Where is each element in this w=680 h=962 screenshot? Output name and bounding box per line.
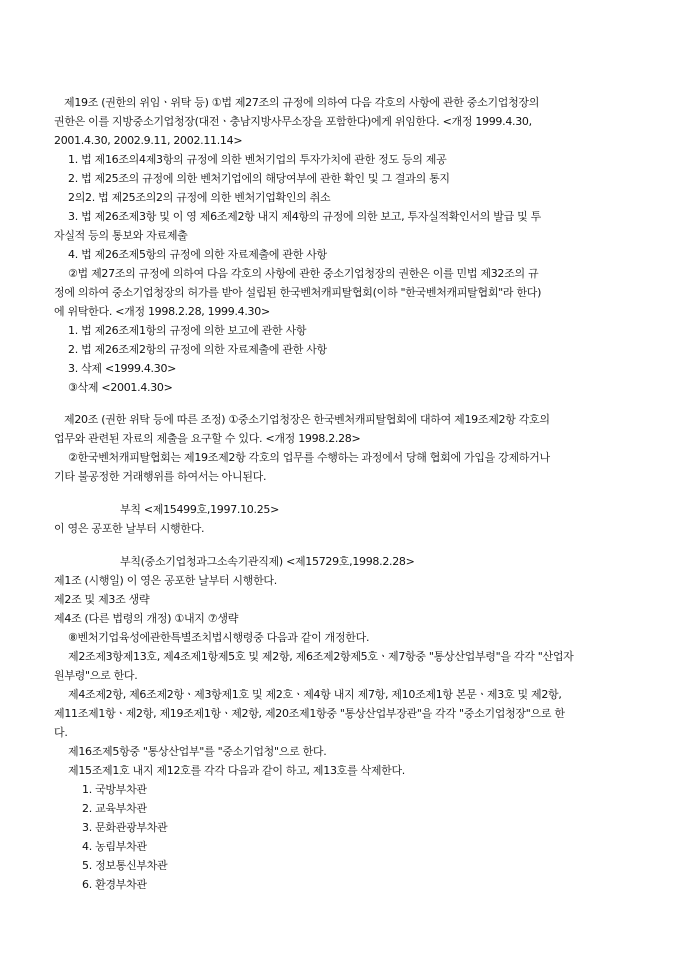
paragraph-line: ②법 제27조의 규정에 의하여 다음 각호의 사항에 관한 중소기업청장의 권한은 이를 민법 제32조의 규 [68,267,539,280]
list-item: 3. 법 제26조제3항 및 이 영 제6조제2항 내지 제4항의 규정에 의한 보고, 투자실적확인서의 발급 및 투 [68,210,541,223]
list-item: 6. 환경부차관 [82,878,147,891]
paragraph-line: 제2조제3항제13호, 제4조제1항제5호 및 제2항, 제6조제2항제5호ㆍ제7항중 "통상산업부령"을 각각 "산업자 [68,650,574,663]
text-line: 2001.4.30, 2002.9.11, 2002.11.14> [54,134,243,147]
text-line: 권한은 이를 지방중소기업청장(대전ㆍ충남지방사무소장을 포함한다)에게 위임한다. <개정 1999.4.30, [54,115,532,128]
text-line: 원부령"으로 한다. [54,669,138,682]
list-item: 3. 문화관광부차관 [82,821,168,834]
paragraph-line: ③삭제 <2001.4.30> [68,381,173,394]
paragraph-line: ⑧벤처기업육성에관한특별조치법시행령중 다음과 같이 개정한다. [68,631,370,644]
paragraph-line: 제15조제1호 내지 제12호를 각각 다음과 같이 하고, 제13호를 삭제한다. [68,764,406,777]
text-line: 이 영은 공포한 날부터 시행한다. [54,522,205,535]
text-line: 다. [54,726,68,739]
list-item: 2. 법 제26조제2항의 규정에 의한 자료제출에 관한 사항 [68,343,327,356]
list-item: 2의2. 법 제25조의2의 규정에 의한 벤처기업확인의 취소 [68,191,331,204]
paragraph-line: 제4조제2항, 제6조제2항ㆍ제3항제1호 및 제2호ㆍ제4항 내지 제7항, 제10조제1항 본문ㆍ제3호 및 제2항, [68,688,562,701]
article-19-heading-line: 제19조 (권한의 위임ㆍ위탁 등) ①법 제27조의 규정에 의하여 다음 각호의 사항에 관한 중소기업청장의 [64,96,540,109]
text-line: 제11조제1항ㆍ제2항, 제19조제1항ㆍ제2항, 제20조제1항중 "통상산업부장관"을 각각 "중소기업청장"으로 한 [54,707,565,720]
list-item: 2. 법 제25조의 규정에 의한 벤처기업에의 해당여부에 관한 확인 및 그 결과의 통지 [68,172,450,185]
text-line: 정에 의하여 중소기업청장의 허가를 받아 설립된 한국벤처캐피탈협회(이하 "한국벤처캐피탈협회"라 한다) [54,286,542,299]
list-item: 4. 농림부차관 [82,840,147,853]
article-20-heading-line: 제20조 (권한 위탁 등에 따른 조정) ①중소기업청장은 한국벤처캐피탈협회에 대하여 제19조제2항 각호의 [64,413,550,426]
addendum-heading: 부칙(중소기업청과그소속기관직제) <제15729호,1998.2.28> [120,555,415,568]
text-line: 기타 불공정한 거래행위를 하여서는 아니된다. [54,470,267,483]
text-line: 제1조 (시행일) 이 영은 공포한 날부터 시행한다. [54,574,277,587]
list-item: 4. 법 제26조제5항의 규정에 의한 자료제출에 관한 사항 [68,248,327,261]
list-item: 2. 교육부차관 [82,802,147,815]
list-item: 3. 삭제 <1999.4.30> [68,362,177,375]
list-item: 1. 국방부차관 [82,783,147,796]
text-line: 제4조 (다른 법령의 개정) ①내지 ⑦생략 [54,612,239,625]
text-line: 제2조 및 제3조 생략 [54,593,150,606]
list-item: 1. 법 제16조의4제3항의 규정에 의한 벤처기업의 투자가치에 관한 정도 등의 제공 [68,153,447,166]
list-item: 5. 정보통신부차관 [82,859,168,872]
text-line: 업무와 관련된 자료의 제출을 요구할 수 있다. <개정 1998.2.28> [54,432,361,445]
text-line: 에 위탁한다. <개정 1998.2.28, 1999.4.30> [54,305,270,318]
text-line: 자실적 등의 통보와 자료제출 [54,229,188,242]
paragraph-line: 제16조제5항중 "통상산업부"를 "중소기업청"으로 한다. [68,745,327,758]
paragraph-line: ②한국벤처캐피탈협회는 제19조제2항 각호의 업무를 수행하는 과정에서 당해 협회에 가입을 강제하거나 [68,451,550,464]
list-item: 1. 법 제26조제1항의 규정에 의한 보고에 관한 사항 [68,324,307,337]
addendum-heading: 부칙 <제15499호,1997.10.25> [120,503,280,516]
